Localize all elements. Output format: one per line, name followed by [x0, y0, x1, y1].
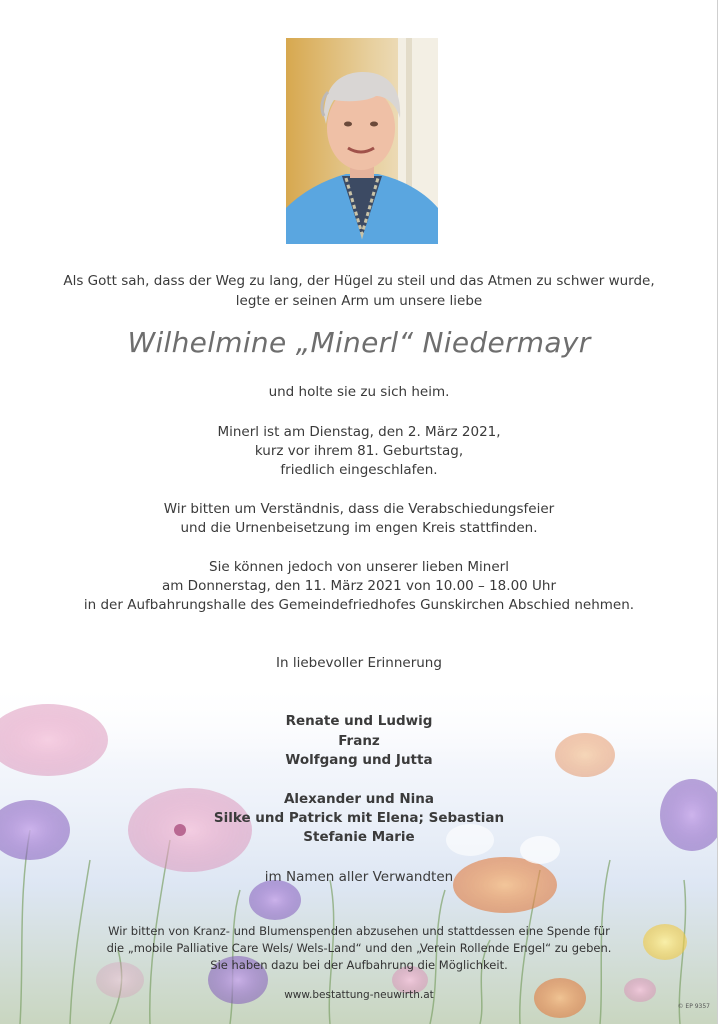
mourner-name: Renate und Ludwig — [285, 713, 433, 729]
page-edge — [717, 0, 718, 1024]
ceremony-line: und die Urnenbeisetzung im engen Kreis stattfinden. — [180, 520, 538, 536]
remembrance-text: In liebevoller Erinnerung — [276, 655, 442, 671]
donation-line: Sie haben dazu bei der Aufbahrung die Möglichkeit. — [210, 958, 508, 972]
intro-line-2: legte er seinen Arm um unsere liebe — [235, 293, 483, 309]
death-notice-line: Minerl ist am Dienstag, den 2. März 2021, — [217, 424, 501, 440]
took-home-text: und holte sie zu sich heim. — [268, 384, 450, 400]
deceased-name: Wilhelmine „Minerl“ Niedermayr — [127, 326, 591, 359]
donation-line: die „mobile Palliative Care Wels/ Wels-Land“ und den „Verein Rollende Engel“ zu geben. — [106, 941, 612, 955]
website-link[interactable]: www.bestattung-neuwirth.at — [284, 989, 434, 1001]
death-notice-line: friedlich eingeschlafen. — [280, 462, 438, 478]
portrait-photo — [286, 38, 438, 244]
farewell-line: am Donnerstag, den 11. März 2021 von 10.00 – 18.00 Uhr — [161, 578, 557, 594]
mourner-name: Franz — [338, 733, 380, 749]
farewell-line: in der Aufbahrungshalle des Gemeindefriedhofes Gunskirchen Abschied nehmen. — [83, 597, 635, 613]
donation-line: Wir bitten von Kranz- und Blumenspenden abzusehen und stattdessen eine Spende für — [108, 924, 610, 938]
mourner-name: Stefanie Marie — [303, 829, 415, 845]
farewell-line: Sie können jedoch von unserer lieben Minerl — [209, 559, 509, 575]
intro-line-1: Als Gott sah, dass der Weg zu lang, der Hügel zu steil und das Atmen zu schwer wurde, — [63, 273, 655, 289]
relatives-text: im Namen aller Verwandten — [264, 869, 454, 885]
death-notice-line: kurz vor ihrem 81. Geburtstag, — [254, 443, 464, 459]
print-code: © EP 9357 — [677, 1003, 710, 1010]
mourner-name: Silke und Patrick mit Elena; Sebastian — [213, 810, 505, 826]
mourner-name: Alexander und Nina — [283, 791, 435, 807]
ceremony-line: Wir bitten um Verständnis, dass die Verabschiedungsfeier — [163, 501, 555, 517]
mourner-name: Wolfgang und Jutta — [285, 752, 433, 768]
